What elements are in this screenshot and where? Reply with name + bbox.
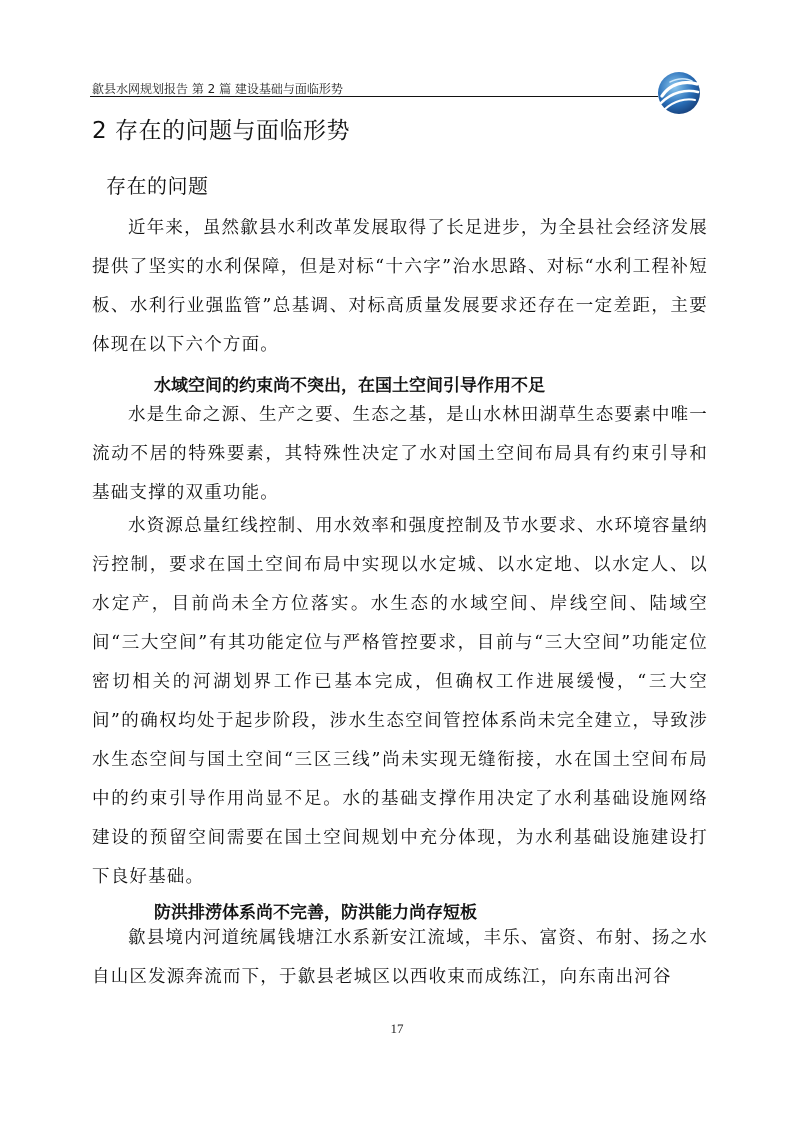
water-space-paragraph-2: 水资源总量红线控制、用水效率和强度控制及节水要求、水环境容量纳污控制，要求在国土空间布局中实现以水定城、以水定地、以水定人、以水定产，目前尚未全方位落实。水生态的水域空间、岸线空间、陆域空间“三大空间”有其功能定位与严格管控要求，目前与“三大空间”功能定位密切相关的河湖划界工作已基本完成，但确权工作进展缓慢，“三大空间”的确权均处于起步阶段，涉水生态空间管控体系尚未完全建立，导致涉水生态空间与国土空间“三区三线”尚未实现无缝衔接，水在国土空间布局中的约束引导作用尚显不足。水的基础支撑作用决定了水利基础设施网络建设的预留空间需要在国土空间规划中充分体现，为水利基础设施建设打下良好基础。 <box>92 516 708 887</box>
water-space-paragraph-1: 水是生命之源、生产之要、生态之基，是山水林田湖草生态要素中唯一流动不居的特殊要素，其特殊性决定了水对国土空间布局具有约束引导和基础支撑的双重功能。 <box>92 405 708 503</box>
page-number: 17 <box>390 1021 404 1036</box>
flood-control-paragraph-1: 歙县境内河道统属钱塘江水系新安江流域，丰乐、富资、布射、扬之水自山区发源奔流而下，于歙县老城区以西收束而成练江，向东南出河谷 <box>92 928 708 987</box>
running-header: 歙县水网规划报告 第 2 篇 建设基础与面临形势 <box>92 82 343 96</box>
header-rule <box>90 96 658 97</box>
intro-paragraph: 近年来，虽然歙县水利改革发展取得了长足进步，为全县社会经济发展提供了坚实的水利保障，但是对标“十六字”治水思路、对标“水利工程补短板、水利行业强监管”总基调、对标高质量发展要求还存在一定差距，主要体现在以下六个方面。 <box>92 218 708 355</box>
subheading-water-space: 水域空间的约束尚不突出，在国土空间引导作用不足 <box>154 376 545 396</box>
chapter-title: 2 存在的问题与面临形势 <box>92 118 350 144</box>
subheading-flood-control: 防洪排涝体系尚不完善，防洪能力尚存短板 <box>154 903 477 923</box>
water-network-logo-icon <box>656 70 702 116</box>
section-title: 存在的问题 <box>106 174 209 198</box>
